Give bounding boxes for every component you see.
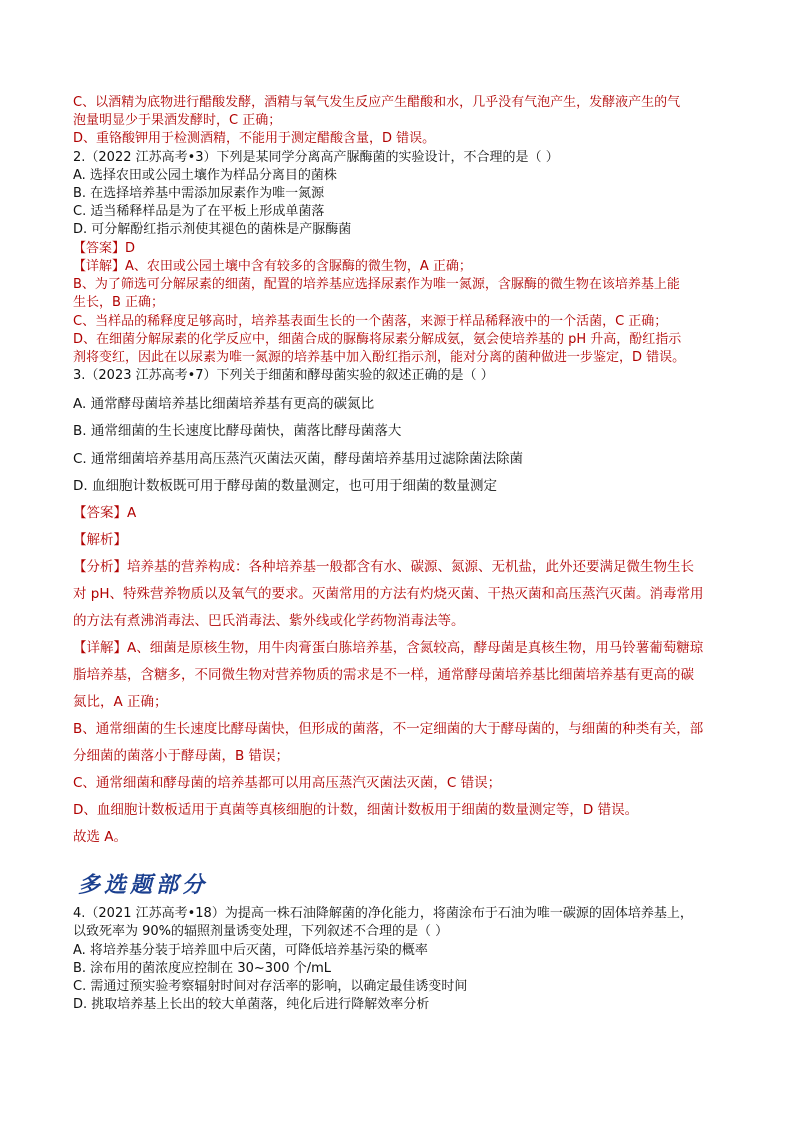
q2-option-b: B. 在选择培养基中需添加尿素作为唯一氮源 <box>73 186 325 201</box>
q4-stem-line1: 4.（2021 江苏高考•18）为提高一株石油降解菌的净化能力，将菌涂布于石油为唯一碳源的固体培养基上， <box>73 906 693 921</box>
section-heading: 多选题部分 <box>78 872 209 898</box>
q3-option-b: B. 通常细菌的生长速度比酵母菌快，菌落比酵母菌落大 <box>73 423 402 439</box>
q3-analysis-line: 的方法有煮沸消毒法、巴氏消毒法、紫外线或化学药物消毒法等。 <box>73 613 465 629</box>
q2-detail-line: B、为了筛选可分解尿素的细菌，配置的培养基应选择尿素作为唯一氮源，含脲酶的微生物在该培养基上能 <box>73 277 680 292</box>
q3-detail-line: 氮比，A 正确； <box>73 694 168 710</box>
q3-analysis-line: 【分析】培养基的营养构成：各种培养基一般都含有水、碳源、氮源、无机盐，此外还要满足微生物生长 <box>73 559 694 575</box>
q2-option-c: C. 适当稀释样品是为了在平板上形成单菌落 <box>73 204 325 219</box>
q3-option-d: D. 血细胞计数板既可用于酵母菌的数量测定，也可用于细菌的数量测定 <box>73 478 497 494</box>
q3-detail-line: D、血细胞计数板适用于真菌等真核细胞的计数，细菌计数板用于细菌的数量测定等，D 错误。 <box>73 802 639 818</box>
q2-detail-line: 【详解】A、农田或公园土壤中含有较多的含脲酶的微生物，A 正确； <box>73 259 472 274</box>
q2-stem: 2.（2022 江苏高考•3）下列是某同学分离高产脲酶菌的实验设计，不合理的是（ ） <box>73 150 559 165</box>
q3-answer: 【答案】A <box>73 505 137 521</box>
q1-option-c-line2: 泡量明显少于果酒发酵时，C 正确； <box>73 113 282 128</box>
q2-answer: 【答案】D <box>73 241 136 256</box>
q2-option-d: D. 可分解酚红指示剂使其褪色的菌株是产脲酶菌 <box>73 222 352 237</box>
q3-conclusion: 故选 A。 <box>73 829 128 845</box>
q2-detail-line: 剂将变红，因此在以尿素为唯一氮源的培养基中加入酚红指示剂，能对分离的菌种做进一步鉴定，D 错误。 <box>73 350 686 365</box>
q3-analysis-label: 【解析】 <box>73 532 127 548</box>
q3-analysis-line: 对 pH、特殊营养物质以及氧气的要求。灭菌常用的方法有灼烧灭菌、干热灭菌和高压蒸汽灭菌。消毒常用 <box>73 586 704 602</box>
q3-detail-line: 【详解】A、细菌是原核生物，用牛肉膏蛋白胨培养基，含氮较高，酵母菌是真核生物，用马铃薯葡萄糖琼 <box>73 640 704 656</box>
q1-option-d-line: D、重铬酸钾用于检测酒精，不能用于测定醋酸含量，D 错误。 <box>73 131 436 146</box>
q3-detail-line: 脂培养基，含糖多，不同微生物对营养物质的需求是不一样，通常酵母菌培养基比细菌培养基有更高的碳 <box>73 667 694 683</box>
q4-option-d: D. 挑取培养基上长出的较大单菌落，纯化后进行降解效率分析 <box>73 997 430 1012</box>
q1-option-c-line1: C、以酒精为底物进行醋酸发酵，酒精与氧气发生反应产生醋酸和水，几乎没有气泡产生，发酵液产生的气 <box>73 95 681 110</box>
q3-detail-line: C、通常细菌和酵母菌的培养基都可以用高压蒸汽灭菌法灭菌，C 错误； <box>73 775 502 791</box>
q2-detail-line: 生长，B 正确； <box>73 295 165 310</box>
q2-option-a: A. 选择农田或公园土壤作为样品分离目的菌株 <box>73 168 337 183</box>
q4-option-a: A. 将培养基分装于培养皿中后灭菌，可降低培养基污染的概率 <box>73 943 428 958</box>
q2-detail-line: D、在细菌分解尿素的化学反应中，细菌合成的脲酶将尿素分解成氨，氨会使培养基的 pH 升高，酚红指示 <box>73 332 682 347</box>
q3-detail-line: 分细菌的菌落小于酵母菌，B 错误； <box>73 748 290 764</box>
q4-option-b: B. 涂布用的菌浓度应控制在 30~300 个/mL <box>73 961 331 976</box>
q2-detail-line: C、当样品的稀释度足够高时，培养基表面生长的一个菌落，来源于样品稀释液中的一个活菌，C 正确； <box>73 314 668 329</box>
q3-option-c: C. 通常细菌培养基用高压蒸汽灭菌法灭菌，酵母菌培养基用过滤除菌法除菌 <box>73 451 524 467</box>
q3-detail-line: B、通常细菌的生长速度比酵母菌快，但形成的菌落，不一定细菌的大于酵母菌的，与细菌的种类有关，部 <box>73 721 704 737</box>
q4-option-c: C. 需通过预实验考察辐射时间对存活率的影响，以确定最佳诱变时间 <box>73 979 468 994</box>
q4-stem-line2: 以致死率为 90%的辐照剂量诱变处理，下列叙述不合理的是（ ） <box>73 924 449 939</box>
q3-stem: 3.（2023 江苏高考•7）下列关于细菌和酵母菌实验的叙述正确的是（ ） <box>73 368 494 383</box>
q3-option-a: A. 通常酵母菌培养基比细菌培养基有更高的碳氮比 <box>73 396 375 412</box>
